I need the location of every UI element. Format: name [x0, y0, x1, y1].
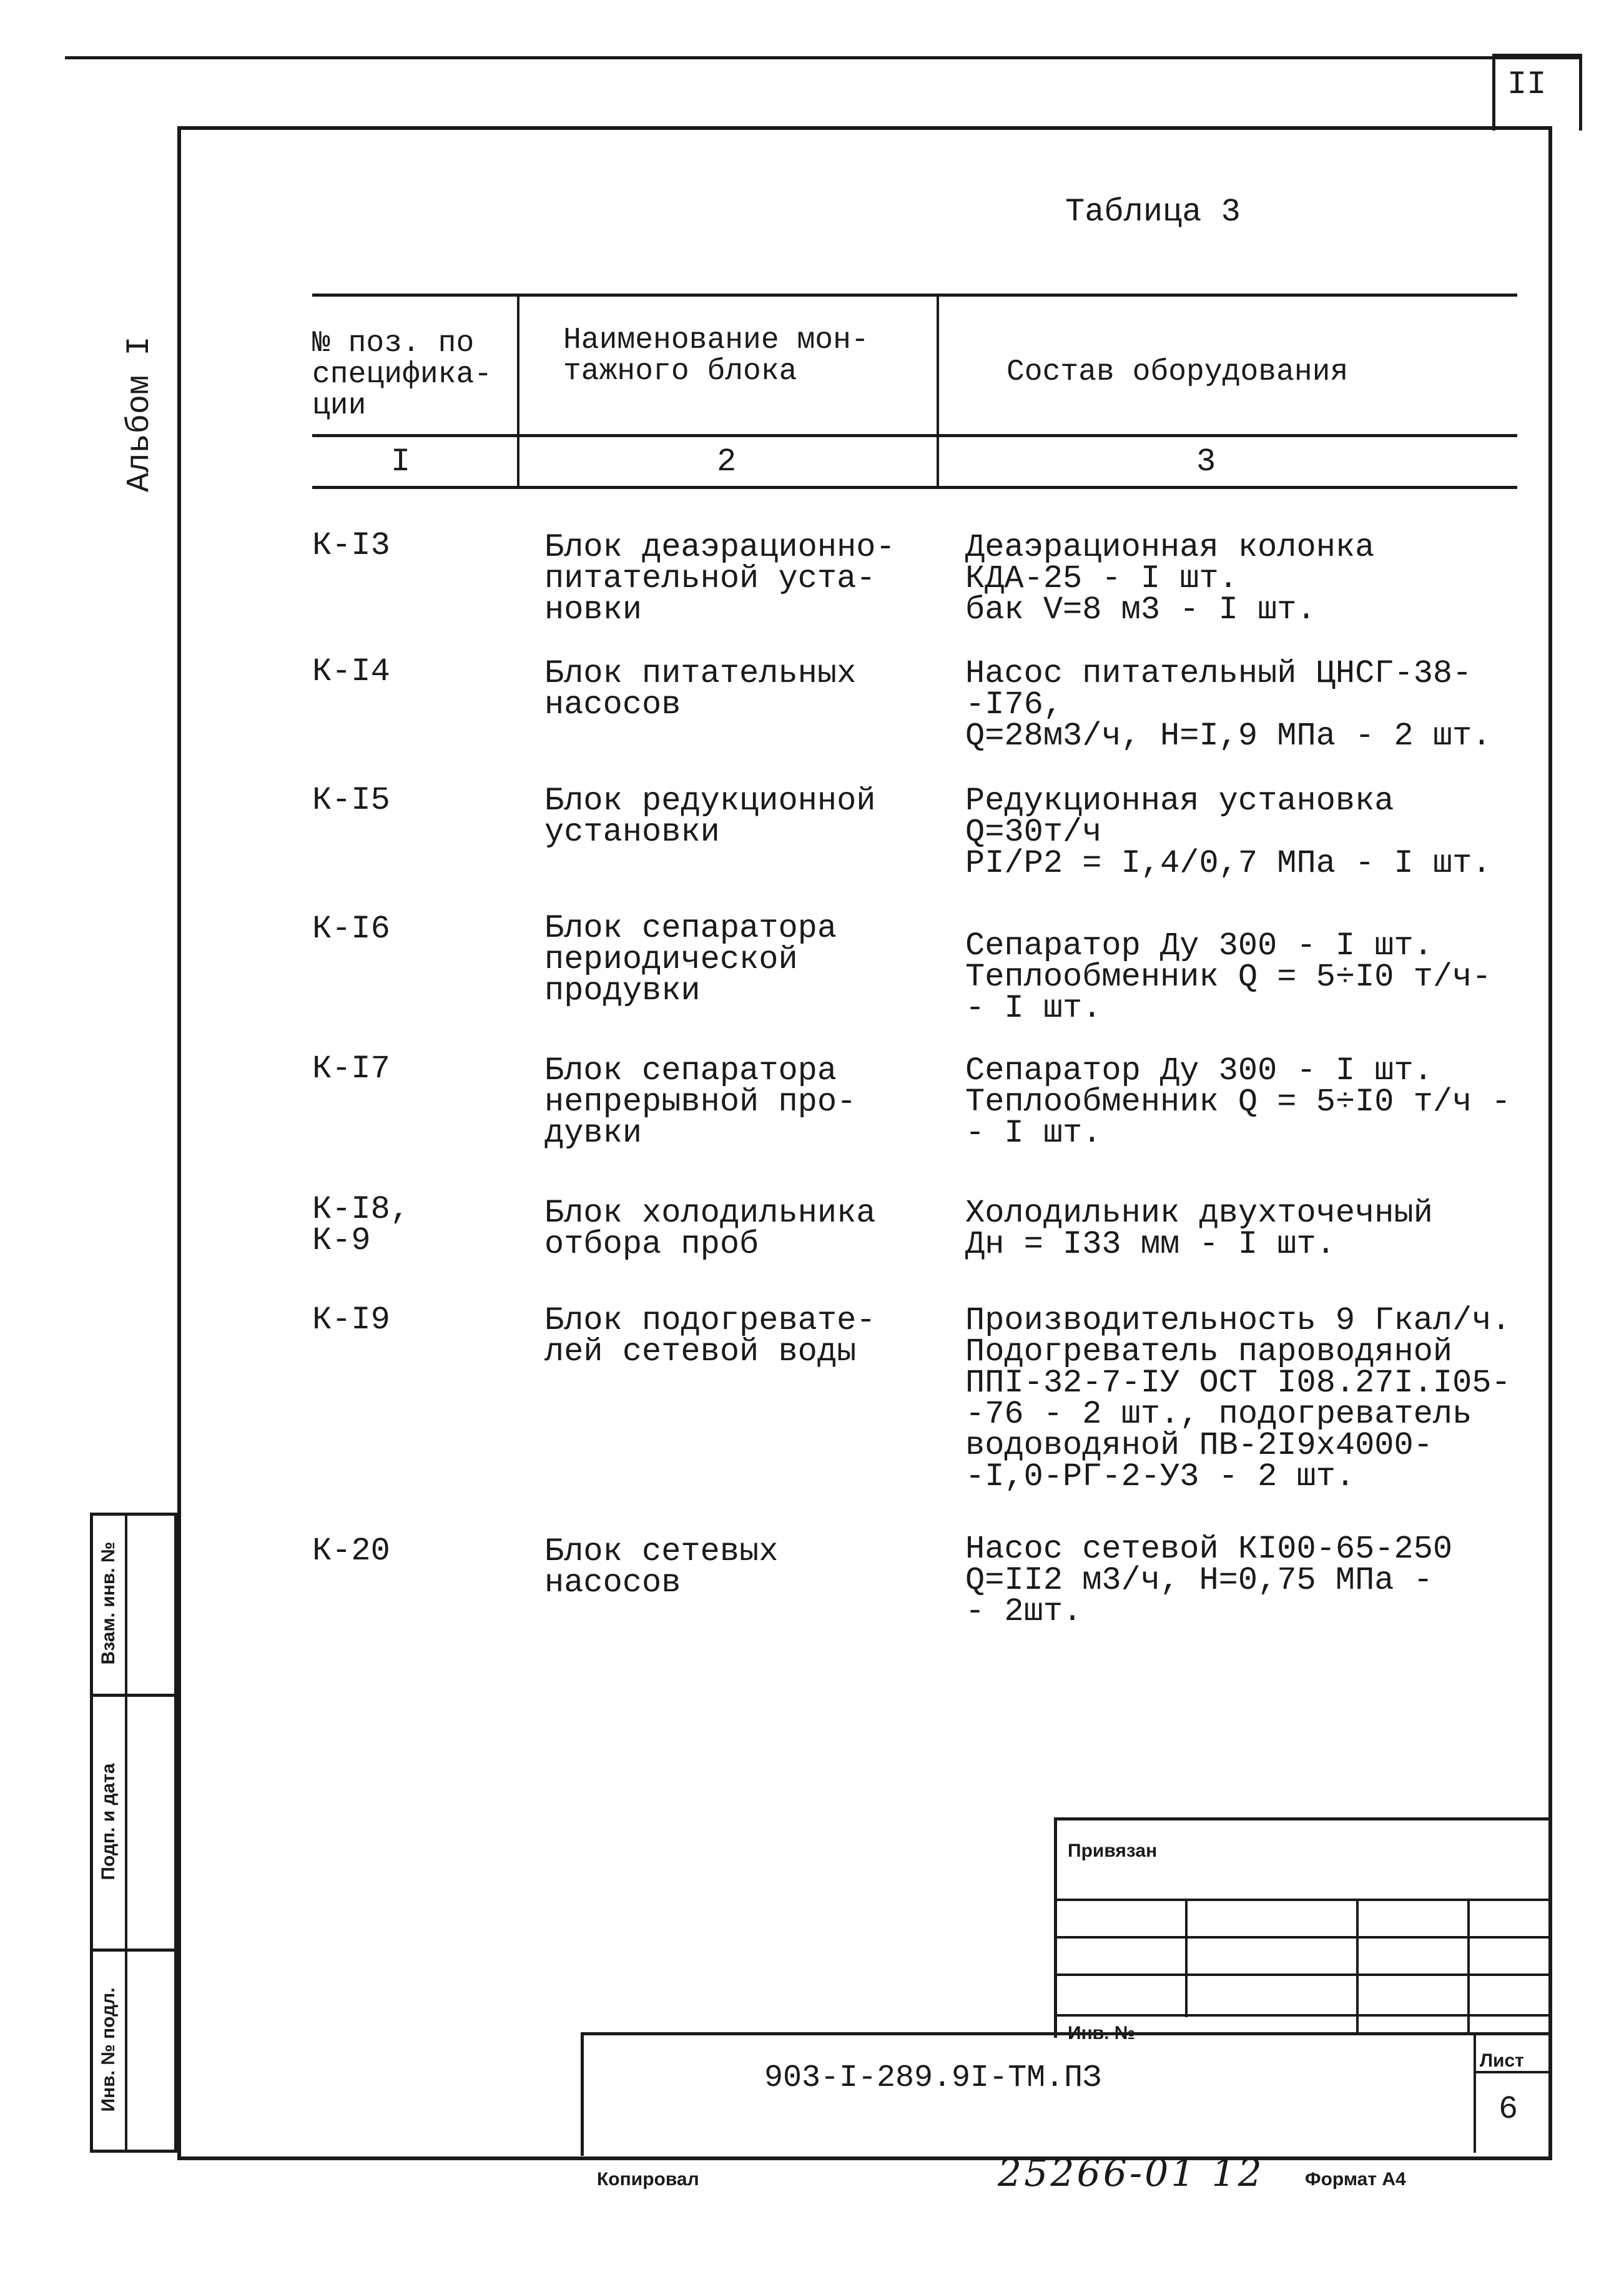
colnum-2: 2: [717, 443, 737, 480]
row-block-name: Блок сетевых насосов: [544, 1533, 779, 1601]
row-block-name: Блок сепаратора периодической продувки: [544, 910, 837, 1009]
row-position: К-I4: [312, 653, 390, 690]
sheet-label: Лист: [1480, 2050, 1524, 2071]
row-equipment: Деаэрационная колонка КДА-25 - I шт. бак V=8 м3 - I шт.: [965, 529, 1375, 628]
format-label: Формат А4: [1305, 2169, 1406, 2190]
table-col-divider-2: [937, 294, 939, 487]
row-position: К-I3: [312, 527, 390, 564]
side-stamp-inner-divider: [125, 1513, 127, 2153]
privyazan-vdiv-2: [1356, 1899, 1359, 2035]
row-block-name: Блок деаэрационно- питательной уста- новки: [544, 529, 895, 628]
table-col-divider-1: [517, 294, 519, 487]
top-border-line: [65, 56, 1582, 59]
row-position: К-20: [312, 1533, 390, 1569]
row-equipment: Сепаратор Ду 300 - I шт. Теплообменник Q = 5÷I0 т/ч - - I шт.: [965, 1052, 1511, 1152]
row-equipment: Насос сетевой КI00-65-250 Q=II2 м3/ч, Н=0,75 МПа - - 2шт.: [965, 1531, 1453, 1630]
row-equipment: Холодильник двухточечный Дн = I33 мм - I шт.: [965, 1195, 1433, 1263]
row-equipment: Насос питательный ЦНСГ-38- -I76, Q=28м3/ч, Н=I,9 МПа - 2 шт.: [965, 655, 1492, 754]
colnum-1: I: [391, 443, 411, 480]
row-position: К-I6: [312, 911, 390, 947]
privyazan-vdiv-1: [1185, 1899, 1188, 2017]
side-stamp-rule-1: [90, 1694, 177, 1697]
row-block-name: Блок питательных насосов: [544, 655, 857, 723]
album-label: Альбом I: [121, 336, 158, 492]
header-equipment: Состав оборудования: [1006, 355, 1349, 389]
inv-no-label: Инв. №: [1068, 2023, 1136, 2043]
row-block-name: Блок сепаратора непрерывной про- дувки: [544, 1052, 857, 1152]
privyazan-rule-2: [1054, 1936, 1548, 1939]
colnum-3: 3: [1196, 443, 1216, 480]
privyazan-rule-1: [1054, 1899, 1548, 1901]
privyazan-label: Привязан: [1068, 1840, 1158, 1861]
side-stamp-rule-2: [90, 1949, 177, 1952]
side-stamp-vzam: Взам. инв. №: [98, 1541, 119, 1665]
table-caption: Таблица 3: [1065, 194, 1241, 230]
row-position: К-I5: [312, 782, 390, 819]
table-header-rule: [312, 434, 1517, 437]
row-equipment: Сепаратор Ду 300 - I шт. Теплообменник Q = 5÷I0 т/ч- - I шт.: [965, 927, 1492, 1027]
header-block-name: Наименование мон- тажного блока: [563, 324, 869, 388]
sheet-number: 6: [1499, 2091, 1518, 2128]
row-position: К-I8, К-9: [312, 1191, 410, 1259]
row-position: К-I9: [312, 1302, 390, 1338]
table-top-rule: [312, 294, 1517, 297]
kopiroval-label: Копировал: [597, 2169, 699, 2190]
handwritten-number: 25266-01 12: [998, 2151, 1264, 2195]
side-stamp-inv-podl: Инв. № подл.: [98, 1987, 119, 2112]
row-block-name: Блок холодильника отбора проб: [544, 1195, 876, 1263]
row-block-name: Блок подогревате- лей сетевой воды: [544, 1302, 876, 1370]
row-equipment: Производительность 9 Гкал/ч. Подогреватель пароводяной ППI-32-7-IУ ОСТ I08.27I.I05- -76 - 2 шт., подогреватель водоводяной ПВ-2I9х4000- -I,0-РГ-2-У3 - 2 шт.: [965, 1302, 1511, 1495]
privyazan-rule-3: [1054, 1973, 1548, 1976]
header-position: № поз. по специфика- ции: [312, 327, 493, 423]
table-colnum-rule: [312, 486, 1517, 489]
privyazan-vdiv-3: [1467, 1899, 1470, 2035]
sheet-box-divider: [1474, 2032, 1476, 2153]
row-position: К-I7: [312, 1050, 390, 1087]
doc-code: 903-I-289.9I-ТМ.ПЗ: [764, 2060, 1102, 2096]
side-stamp-podp: Подп. и дата: [98, 1763, 119, 1880]
row-block-name: Блок редукционной установки: [544, 783, 876, 851]
row-equipment: Редукционная установка Q=30т/ч PI/P2 = I,4/0,7 МПа - I шт.: [965, 783, 1492, 882]
corner-sheet-number: II: [1507, 66, 1547, 103]
